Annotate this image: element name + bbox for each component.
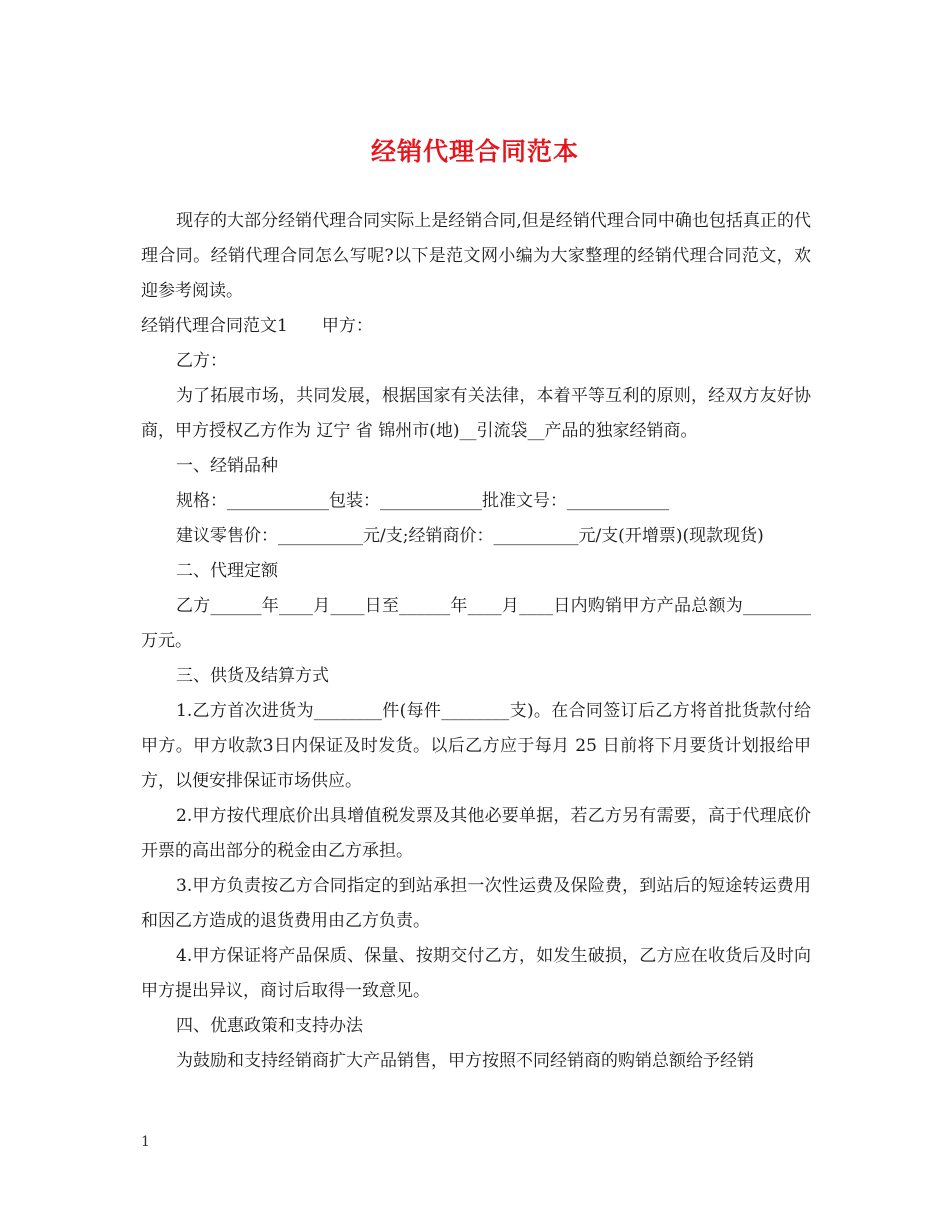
incentive-paragraph: 为鼓励和支持经销商扩大产品销售，甲方按照不同经销商的购销总额给予经销 <box>176 1051 754 1071</box>
section-heading-2: 二、代理定额 <box>176 561 278 581</box>
document-body <box>141 204 811 1079</box>
quota-paragraph: 乙方______年____月____日至______年____月____日内购销甲方产品总额为________万元。 <box>141 596 811 651</box>
preamble-paragraph: 为了拓展市场，共同发展，根据国家有关法律，本着平等互利的原则，经双方友好协商，甲方授权乙方作为 辽宁 省 锦州市(地)__引流袋__产品的独家经销商。 <box>141 386 811 441</box>
page-number: 1 <box>141 1134 150 1150</box>
intro-paragraph: 现存的大部分经销代理合同实际上是经销合同,但是经销代理合同中确也包括真正的代理合同。经销代理合同怎么写呢?以下是范文网小编为大家整理的经销代理合同范文，欢迎参考阅读。 <box>141 211 811 301</box>
section-heading-4: 四、优惠政策和支持办法 <box>176 1016 363 1036</box>
supply-clause-4: 4.甲方保证将产品保质、保量、按期交付乙方，如发生破损，乙方应在收货后及时向甲方提出异议，商讨后取得一致意见。 <box>141 946 811 1001</box>
spec-line: 规格：____________包装：____________批准文号：____________ <box>176 491 669 511</box>
price-line: 建议零售价：__________元/支;经销商价：__________元/支(开增票)(现款现货) <box>176 526 764 546</box>
supply-clause-3: 3.甲方负责按乙方合同指定的到站承担一次性运费及保险费，到站后的短途转运费用和因乙方造成的退货费用由乙方负责。 <box>141 876 811 931</box>
section-heading-3: 三、供货及结算方式 <box>176 666 329 686</box>
section-heading-1: 一、经销品种 <box>176 456 278 476</box>
supply-clause-2: 2.甲方按代理底价出具增值税发票及其他必要单据，若乙方另有需要，高于代理底价开票的高出部分的税金由乙方承担。 <box>141 806 811 861</box>
contract-heading-line: 经销代理合同范文1 甲方： <box>141 316 373 336</box>
document-title: 经销代理合同范本 <box>370 137 579 166</box>
party-b-line: 乙方： <box>176 351 227 371</box>
supply-clause-1: 1.乙方首次进货为________件(每件________支)。在合同签订后乙方将首批货款付给甲方。甲方收款3日内保证及时发货。以后乙方应于每月 25 日前将下月要货计划报给甲方，以便安排保证市场供应。 <box>141 701 811 791</box>
